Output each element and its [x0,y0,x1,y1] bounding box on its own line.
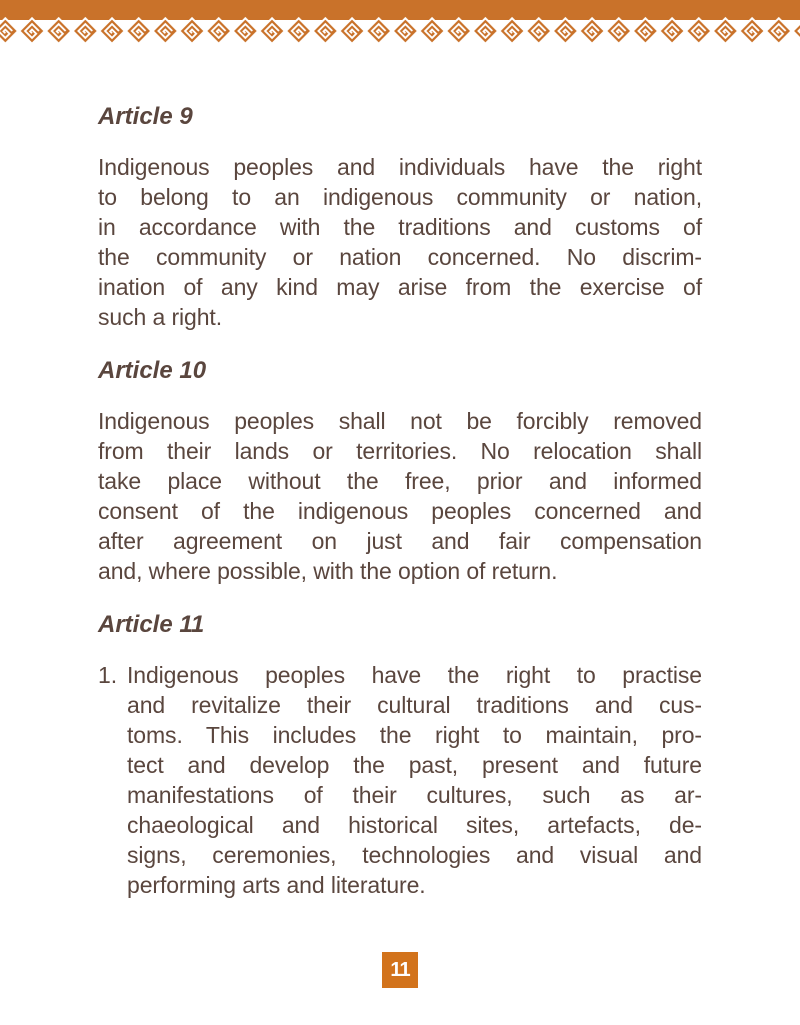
text-line: Indigenous peoples shall not be forcibly removed [98,408,702,434]
greek-key-border-icon [0,0,800,48]
text-line: toms. This includes the right to maintain, pro- [127,722,702,748]
article-11-heading: Article 11 [98,611,205,638]
text-line: consent of the indigenous peoples concerned and [98,498,702,524]
text-line: Indigenous peoples have the right to practise [127,662,702,688]
article-9-heading: Article 9 [98,103,193,130]
text-line: after agreement on just and fair compensation [98,528,702,554]
text-line: the community or nation concerned. No discrim- [98,244,702,270]
text-line: and revitalize their cultural traditions and cus- [127,692,702,718]
text-line: take place without the free, prior and informed [98,468,702,494]
text-line: performing arts and literature. [127,872,426,898]
text-line: to belong to an indigenous community or nation, [98,184,702,210]
text-line: signs, ceremonies, technologies and visual and [127,842,702,868]
text-line: and, where possible, with the option of return. [98,558,558,584]
text-line: tect and develop the past, present and future [127,752,702,778]
article-content [98,102,702,900]
text-line: such a right. [98,304,222,330]
numbered-list-item [98,660,702,900]
article-10-heading: Article 10 [98,357,207,384]
text-line: chaeological and historical sites, artefacts, de- [127,812,702,838]
text-line: Indigenous peoples and individuals have the right [98,154,702,180]
text-line: ination of any kind may arise from the exercise of [98,274,702,300]
article-10-paragraph [98,406,702,586]
text-line: manifestations of their cultures, such as ar- [127,782,702,808]
text-line: from their lands or territories. No relocation shall [98,438,702,464]
list-item-number: 1. [98,662,118,688]
text-line: in accordance with the traditions and customs of [98,214,702,240]
page-number-badge: 11 [382,952,418,988]
article-9-paragraph [98,152,702,332]
article-11-paragraph [127,660,702,900]
